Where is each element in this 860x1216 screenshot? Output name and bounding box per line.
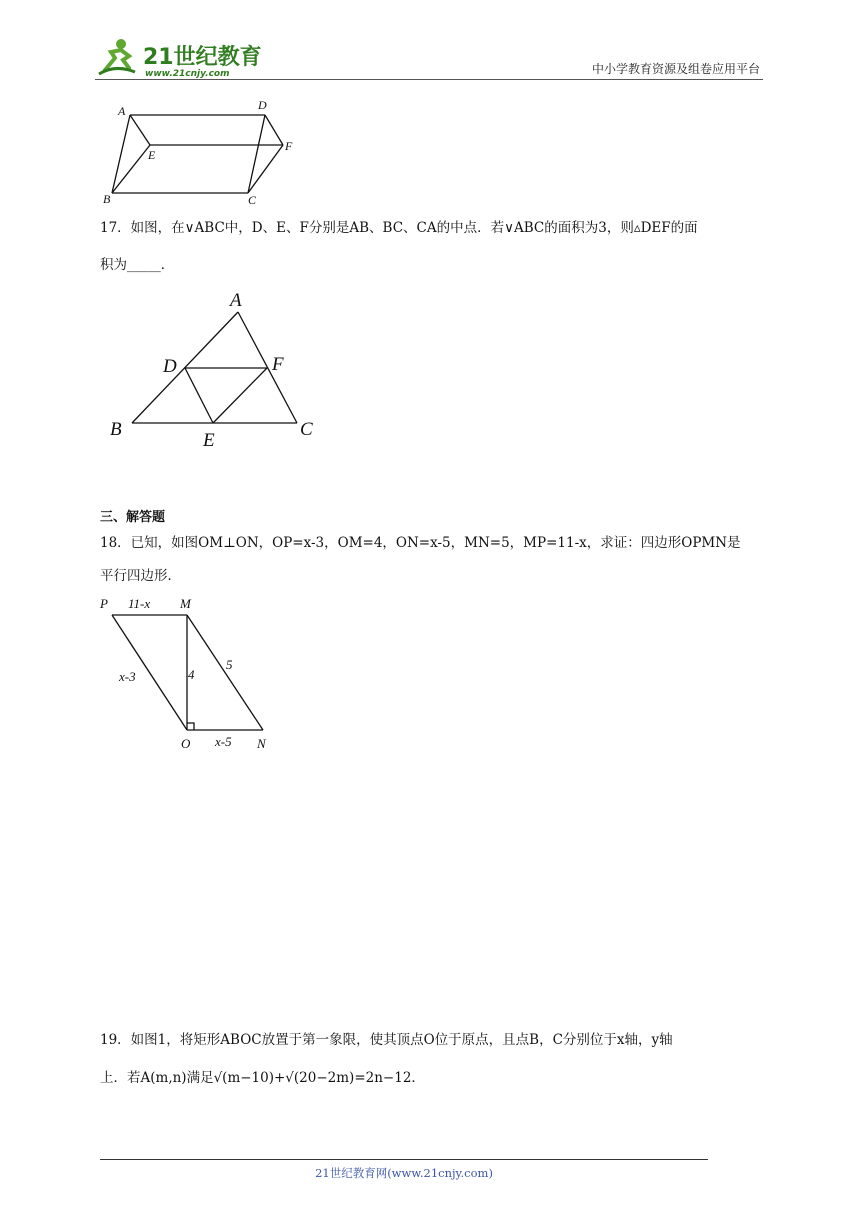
logo-text: 21世纪教育 bbox=[143, 45, 262, 70]
header-slogan: 中小学教育资源及组卷应用平台 bbox=[591, 62, 760, 76]
label-11-x: 11-x bbox=[128, 596, 151, 611]
logo-url: www.21cnjy.com bbox=[145, 69, 230, 79]
question-18-line2: 平行四边形． bbox=[100, 568, 181, 584]
label-c: C bbox=[248, 193, 257, 207]
label-a: A bbox=[118, 104, 126, 118]
label-a: A bbox=[230, 290, 242, 311]
label-4: 4 bbox=[188, 667, 195, 682]
question-18-line1: 18．已知，如图OM⊥ON，OP=x-3，OM=4，ON=x-5，MN=5，MP=11-x，求证：四边形OPMN是 bbox=[100, 535, 741, 551]
label-f: F bbox=[272, 354, 284, 375]
label-n: N bbox=[257, 736, 266, 751]
header-divider bbox=[95, 79, 763, 80]
label-b: B bbox=[103, 192, 111, 206]
footer-text: 21世纪教育网(www.21cnjy.com) bbox=[315, 1166, 493, 1180]
label-d: D bbox=[258, 98, 267, 112]
section-title: 三、解答题 bbox=[100, 510, 166, 525]
label-x-5: x-5 bbox=[215, 734, 232, 749]
question-17-line1: 17．如图，在∨ABC中，D、E、F分别是AB、BC、CA的中点．若∨ABC的面积为3，则▵DEF的面 bbox=[100, 220, 698, 236]
label-p: P bbox=[100, 596, 108, 611]
question-17-line2: 积为_____． bbox=[100, 257, 175, 273]
label-5: 5 bbox=[226, 657, 233, 672]
question-19-line2: 上．若A(m,n)满足√(m−10)+√(20−2m)=2n−12． bbox=[100, 1070, 425, 1086]
figure-18 bbox=[95, 590, 295, 760]
label-o: O bbox=[181, 736, 191, 751]
label-b: B bbox=[110, 419, 122, 440]
label-d: D bbox=[163, 356, 177, 377]
runner-icon bbox=[99, 39, 135, 74]
label-e: E bbox=[148, 148, 156, 162]
label-x-3: x-3 bbox=[119, 669, 136, 684]
label-e: E bbox=[203, 430, 215, 451]
site-logo bbox=[95, 34, 270, 80]
label-f: F bbox=[285, 139, 293, 153]
label-m: M bbox=[180, 596, 191, 611]
label-c: C bbox=[300, 419, 313, 440]
figure-16 bbox=[100, 95, 310, 210]
figure-17 bbox=[105, 288, 325, 453]
question-19-line1: 19．如图1，将矩形ABOC放置于第一象限，使其顶点O位于原点，且点B，C分别位于x轴，y轴 bbox=[100, 1032, 673, 1048]
footer-divider bbox=[100, 1159, 708, 1160]
